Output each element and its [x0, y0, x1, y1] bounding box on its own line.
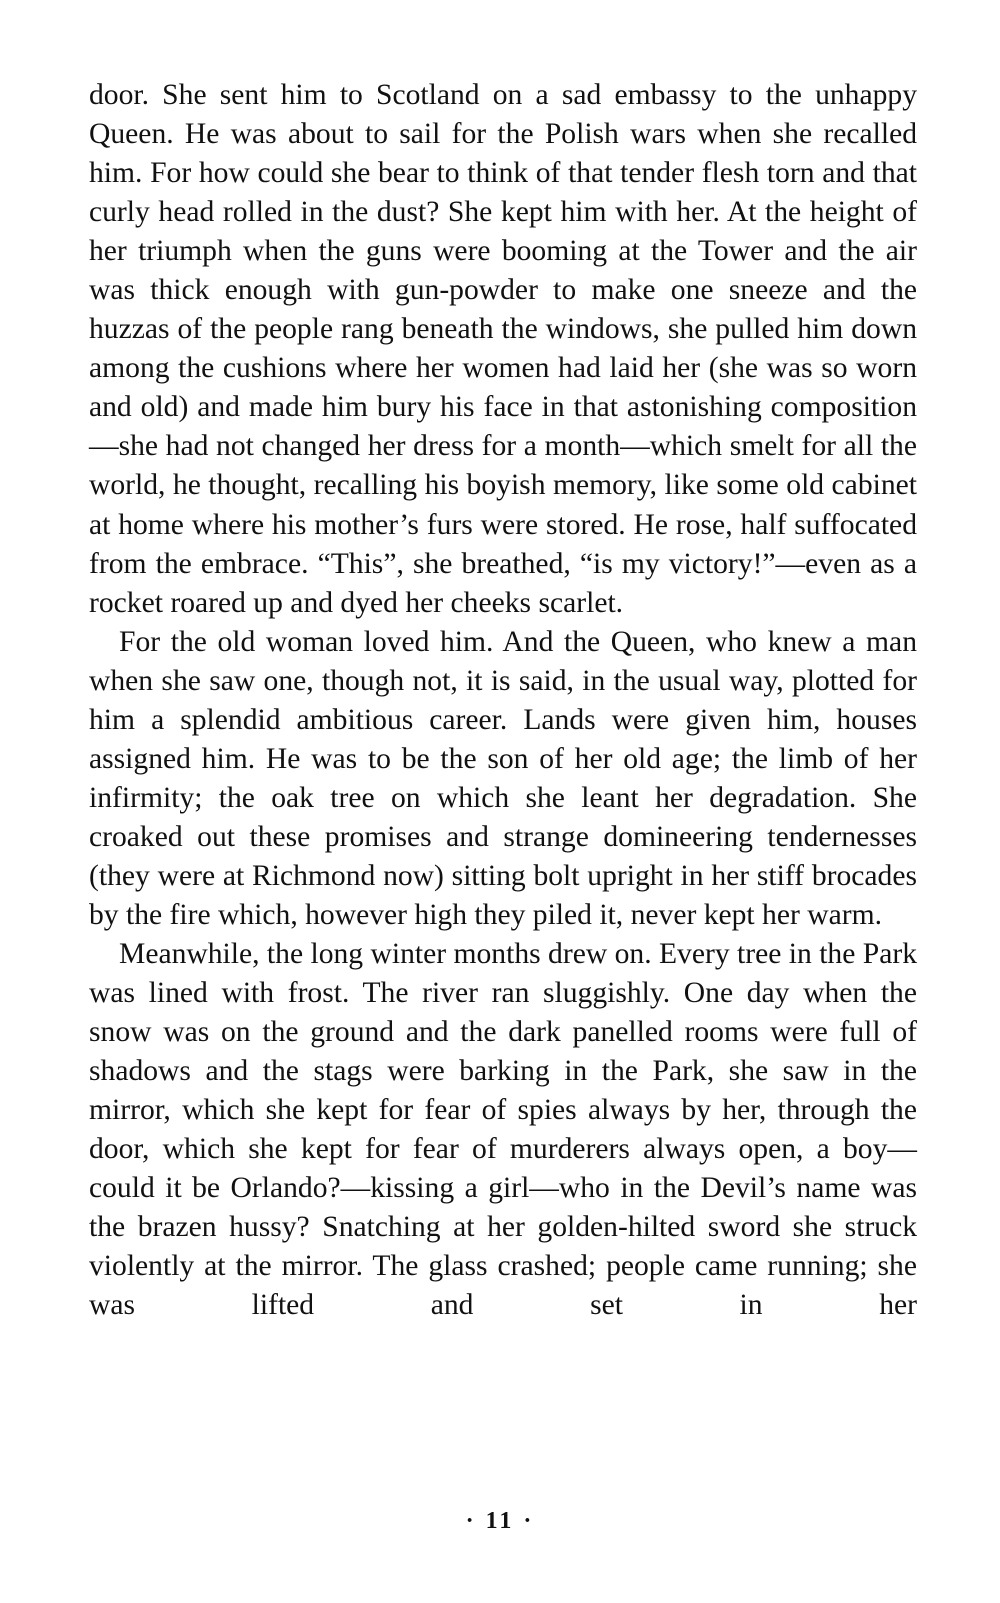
paragraph-1: door. She sent him to Scotland on a sad embassy to the unhappy Queen. He was about to sail for the Polish wars when she recalled him. For how could she bear to think of that tender flesh torn and that curly head rolled in the dust? She kept him with her. At the height of her triumph when the guns were booming at the Tower and the air was thick enough with gun-powder to make one sneeze and the huzzas of the people rang beneath the windows, she pulled him down among the cushions where her women had laid her (she was so worn and old) and made him bury his face in that astonishing composition—she had not changed her dress for a month—which smelt for all the world, he thought, recalling his boyish memory, like some old cabinet at home where his mother’s furs were stored. He rose, half suffocated from the embrace. “This”, she breathed, “is my victory!”—even as a rocket roared up and dyed her cheeks scarlet. — [89, 79, 917, 619]
paragraph-3: Meanwhile, the long winter months drew on. Every tree in the Park was lined with frost. The river ran sluggishly. One day when the snow was on the ground and the dark panelled rooms were full of shadows and the stags were barking in the Park, she saw in the mirror, which she kept for fear of spies always by her, through the door, which she kept for fear of murderers always open, a boy—could it be Orlando?—kissing a girl—who in the Devil’s name was the brazen hussy? Snatching at her golden-hilted sword she struck violently at the mirror. The glass crashed; people came running; she was lifted and set in her — [89, 938, 918, 1322]
body-text — [89, 76, 917, 1326]
page-number: · 11 · — [465, 1508, 535, 1534]
paragraph-2: For the old woman loved him. And the Queen, who knew a man when she saw one, though not, it is said, in the usual way, plotted for him a splendid ambitious career. Lands were given him, houses assigned him. He was to be the son of her old age; the limb of her infirmity; the oak tree on which she leant her degradation. She croaked out these promises and strange domineering tendernesses (they were at Richmond now) sitting bolt upright in her stiff brocades by the fire which, however high they piled it, never kept her warm. — [89, 625, 917, 931]
